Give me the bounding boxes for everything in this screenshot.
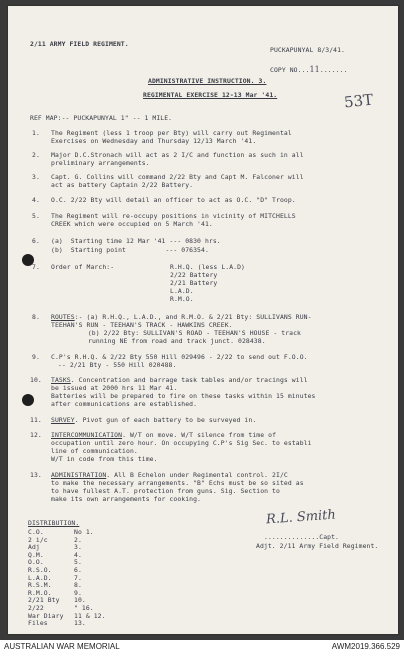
footer-bar xyxy=(0,640,404,653)
order-of-march-label: Order of March:- xyxy=(51,263,115,271)
distribution-recipient: Files xyxy=(28,619,48,628)
intercommunication-heading: INTERCOMMUNICATION xyxy=(51,431,123,439)
paragraph-number: 9. xyxy=(32,353,40,361)
starting-time: (a) Starting time 12 Mar '41 --- 0830 hrs. xyxy=(51,237,221,245)
footer-source: AUSTRALIAN WAR MEMORIAL xyxy=(4,642,120,651)
footer-accession: AWM2019.366.529 xyxy=(331,642,400,651)
tasks-heading: TASKS xyxy=(51,376,71,384)
distribution-recipient: Adj xyxy=(28,543,40,552)
distribution-recipient: R.M.O. xyxy=(28,588,52,597)
distribution-copy-number: No 1. xyxy=(74,528,94,536)
paragraph-number: 2. xyxy=(32,151,40,159)
paragraph-number: 3. xyxy=(32,173,40,181)
march-item: R.M.O. xyxy=(170,295,194,303)
paragraph-number: 10. xyxy=(30,376,42,384)
distribution-copy-number: 7. xyxy=(74,573,82,582)
paragraph-line: Exercises on Wednesday and Thursday 12/13 March '41. xyxy=(51,137,257,145)
paragraph-line: act as battery Captain 2/22 Battery. xyxy=(51,181,194,189)
copy-number: COPY NO...11....... xyxy=(270,65,348,74)
paragraph-line: be issued at 2000 hrs 11 Mar 41. xyxy=(51,384,178,392)
distribution-copy-number: 9. xyxy=(74,588,82,597)
distribution-copy-number: 4. xyxy=(74,550,82,559)
paragraph-line: SURVEY. Pivot gun of each battery to be surveyed in. xyxy=(51,416,257,424)
paragraph-line: after communications are established. xyxy=(51,400,198,408)
distribution-recipient: 2/22 xyxy=(28,604,44,612)
distribution-recipient: R.S.M. xyxy=(28,581,52,590)
paragraph-line: (b) 2/22 Bty: SULLIVAN'S ROAD - TEEHAN'S HOUSE - track xyxy=(76,329,302,337)
ref-map: REF MAP:-- PUCKAPUNYAL 1" -- 1 MILE. xyxy=(30,114,173,122)
unit-name: 2/11 ARMY FIELD REGIMENT. xyxy=(30,40,129,48)
document-page xyxy=(8,6,398,634)
survey-heading: SURVEY xyxy=(51,416,75,424)
paragraph-number: 13. xyxy=(30,471,42,479)
paragraph-number: 1. xyxy=(32,129,40,137)
march-item: 2/21 Battery xyxy=(170,279,218,287)
paragraph-line: TASKS. Concentration and barrage task tables and/or tracings will xyxy=(51,376,308,384)
distribution-recipient: O.O. xyxy=(28,558,44,567)
march-item: L.A.D. xyxy=(170,287,194,295)
paragraph-line: C.P's R.H.Q. & 2/22 Bty 550 Hill 029496 - 2/22 to send out F.O.O. xyxy=(51,353,308,361)
paragraph-line: running NE from road and track junct. 028438. xyxy=(88,337,266,345)
signature-capt: ..............Capt. xyxy=(264,533,340,541)
distribution-copy-number: 2. xyxy=(74,535,82,544)
distribution-recipient: L.A.D. xyxy=(28,573,52,582)
distribution-recipient: 2 i/c xyxy=(28,535,48,544)
paragraph-line: ADMINISTRATION. All B Echelon under Regimental control. 2I/C xyxy=(51,471,288,479)
paragraph-line: O.C. 2/22 Bty will detail an officer to act as O.C. "D" Troop. xyxy=(51,196,296,204)
distribution-recipient: Q.M. xyxy=(28,550,44,559)
paragraph-number: 11. xyxy=(30,416,42,424)
paragraph-line: preliminary arrangements. xyxy=(51,159,150,167)
paragraph-line: Major D.C.Stronach will act as 2 I/C and function as such in all xyxy=(51,151,304,159)
distribution-recipient: War Diary xyxy=(28,611,64,620)
routes-heading: ROUTES xyxy=(51,313,75,321)
paragraph-line: TEEHAN'S RUN - TEEHAN'S TRACK - HAWKINS CREEK. xyxy=(51,321,233,329)
document-subtitle: REGIMENTAL EXERCISE 12-13 Mar '41. xyxy=(143,91,278,99)
distribution-copy-number: 3. xyxy=(74,543,82,552)
paragraph-line: The Regiment will re-occupy positions in vicinity of MITCHELLS xyxy=(51,212,296,220)
administration-heading: ADMINISTRATION xyxy=(51,471,107,479)
paragraph-line: make its own arrangements for cooking. xyxy=(51,495,202,503)
paragraph-number: 5. xyxy=(32,212,40,220)
paragraph-number: 6. xyxy=(32,237,40,245)
paragraph-line: line of communication. xyxy=(51,447,138,455)
distribution-copy-number: 5. xyxy=(74,558,82,567)
paragraph-line: W/T in code from this time. xyxy=(51,455,158,463)
paragraph-number: 12. xyxy=(30,431,42,439)
distribution-copy-number: 10. xyxy=(74,596,86,605)
paragraph-line: The Regiment (less 1 troop per Bty) will carry out Regimental xyxy=(51,129,292,137)
document-title: ADMINISTRATIVE INSTRUCTION. 3. xyxy=(148,77,267,85)
signature: R.L. Smith xyxy=(265,507,337,528)
march-item: R.H.Q. (less L.A.D) xyxy=(170,263,246,271)
distribution-copy-number: 11 & 12. xyxy=(74,611,106,620)
distribution-copy-number: 8. xyxy=(74,581,82,590)
paragraph-line: Batteries will be prepared to fire on these tasks within 15 minutes xyxy=(51,392,316,400)
paragraph-number: 7. xyxy=(32,263,40,271)
paragraph-line: INTERCOMMUNICATION. W/T on move. W/T silence from time of xyxy=(51,431,277,439)
punch-hole xyxy=(22,394,34,406)
paragraph-line: ROUTES:- (a) R.H.Q., L.A.D., and R.M.O. & 2/21 Bty: SULLIVANS RUN- xyxy=(51,313,312,321)
paragraph-line: -- 2/21 Bty - 550 Hill 020488. xyxy=(58,361,177,369)
distribution-recipient: 2/21 Bty xyxy=(28,596,60,605)
paragraph-line: occupation until zero hour. On occupying C.P's Sig Sec. to establi xyxy=(51,439,312,447)
paragraph-line: to have fullest A.T. protection from guns. Sig. Section to xyxy=(51,487,280,495)
handwritten-reference: 53T xyxy=(343,90,374,112)
distribution-recipient: C.O. xyxy=(28,528,44,536)
distribution-copy-number: 6. xyxy=(74,566,82,574)
march-item: 2/22 Battery xyxy=(170,271,218,279)
signature-title: Adjt. 2/11 Army Field Regiment. xyxy=(256,542,379,550)
distribution-copy-number: 13. xyxy=(74,619,86,628)
paragraph-number: 8. xyxy=(32,313,40,321)
starting-point: (b) Starting point --- 076354. xyxy=(51,246,209,254)
paragraph-line: to make the necessary arrangements. "B" Echs must be so sited as xyxy=(51,479,304,487)
distribution-copy-number: " 16. xyxy=(74,604,94,612)
paragraph-line: CREEK which were occupied on 5 March '41. xyxy=(51,220,213,228)
place-date: PUCKAPUNYAL 8/3/41. xyxy=(270,46,346,54)
paragraph-number: 4. xyxy=(32,196,40,204)
paragraph-line: Capt. G. Collins will command 2/22 Bty and Capt M. Falconer will xyxy=(51,173,304,181)
distribution-heading: DISTRIBUTION. xyxy=(28,519,80,527)
distribution-recipient: R.S.O. xyxy=(28,566,52,574)
